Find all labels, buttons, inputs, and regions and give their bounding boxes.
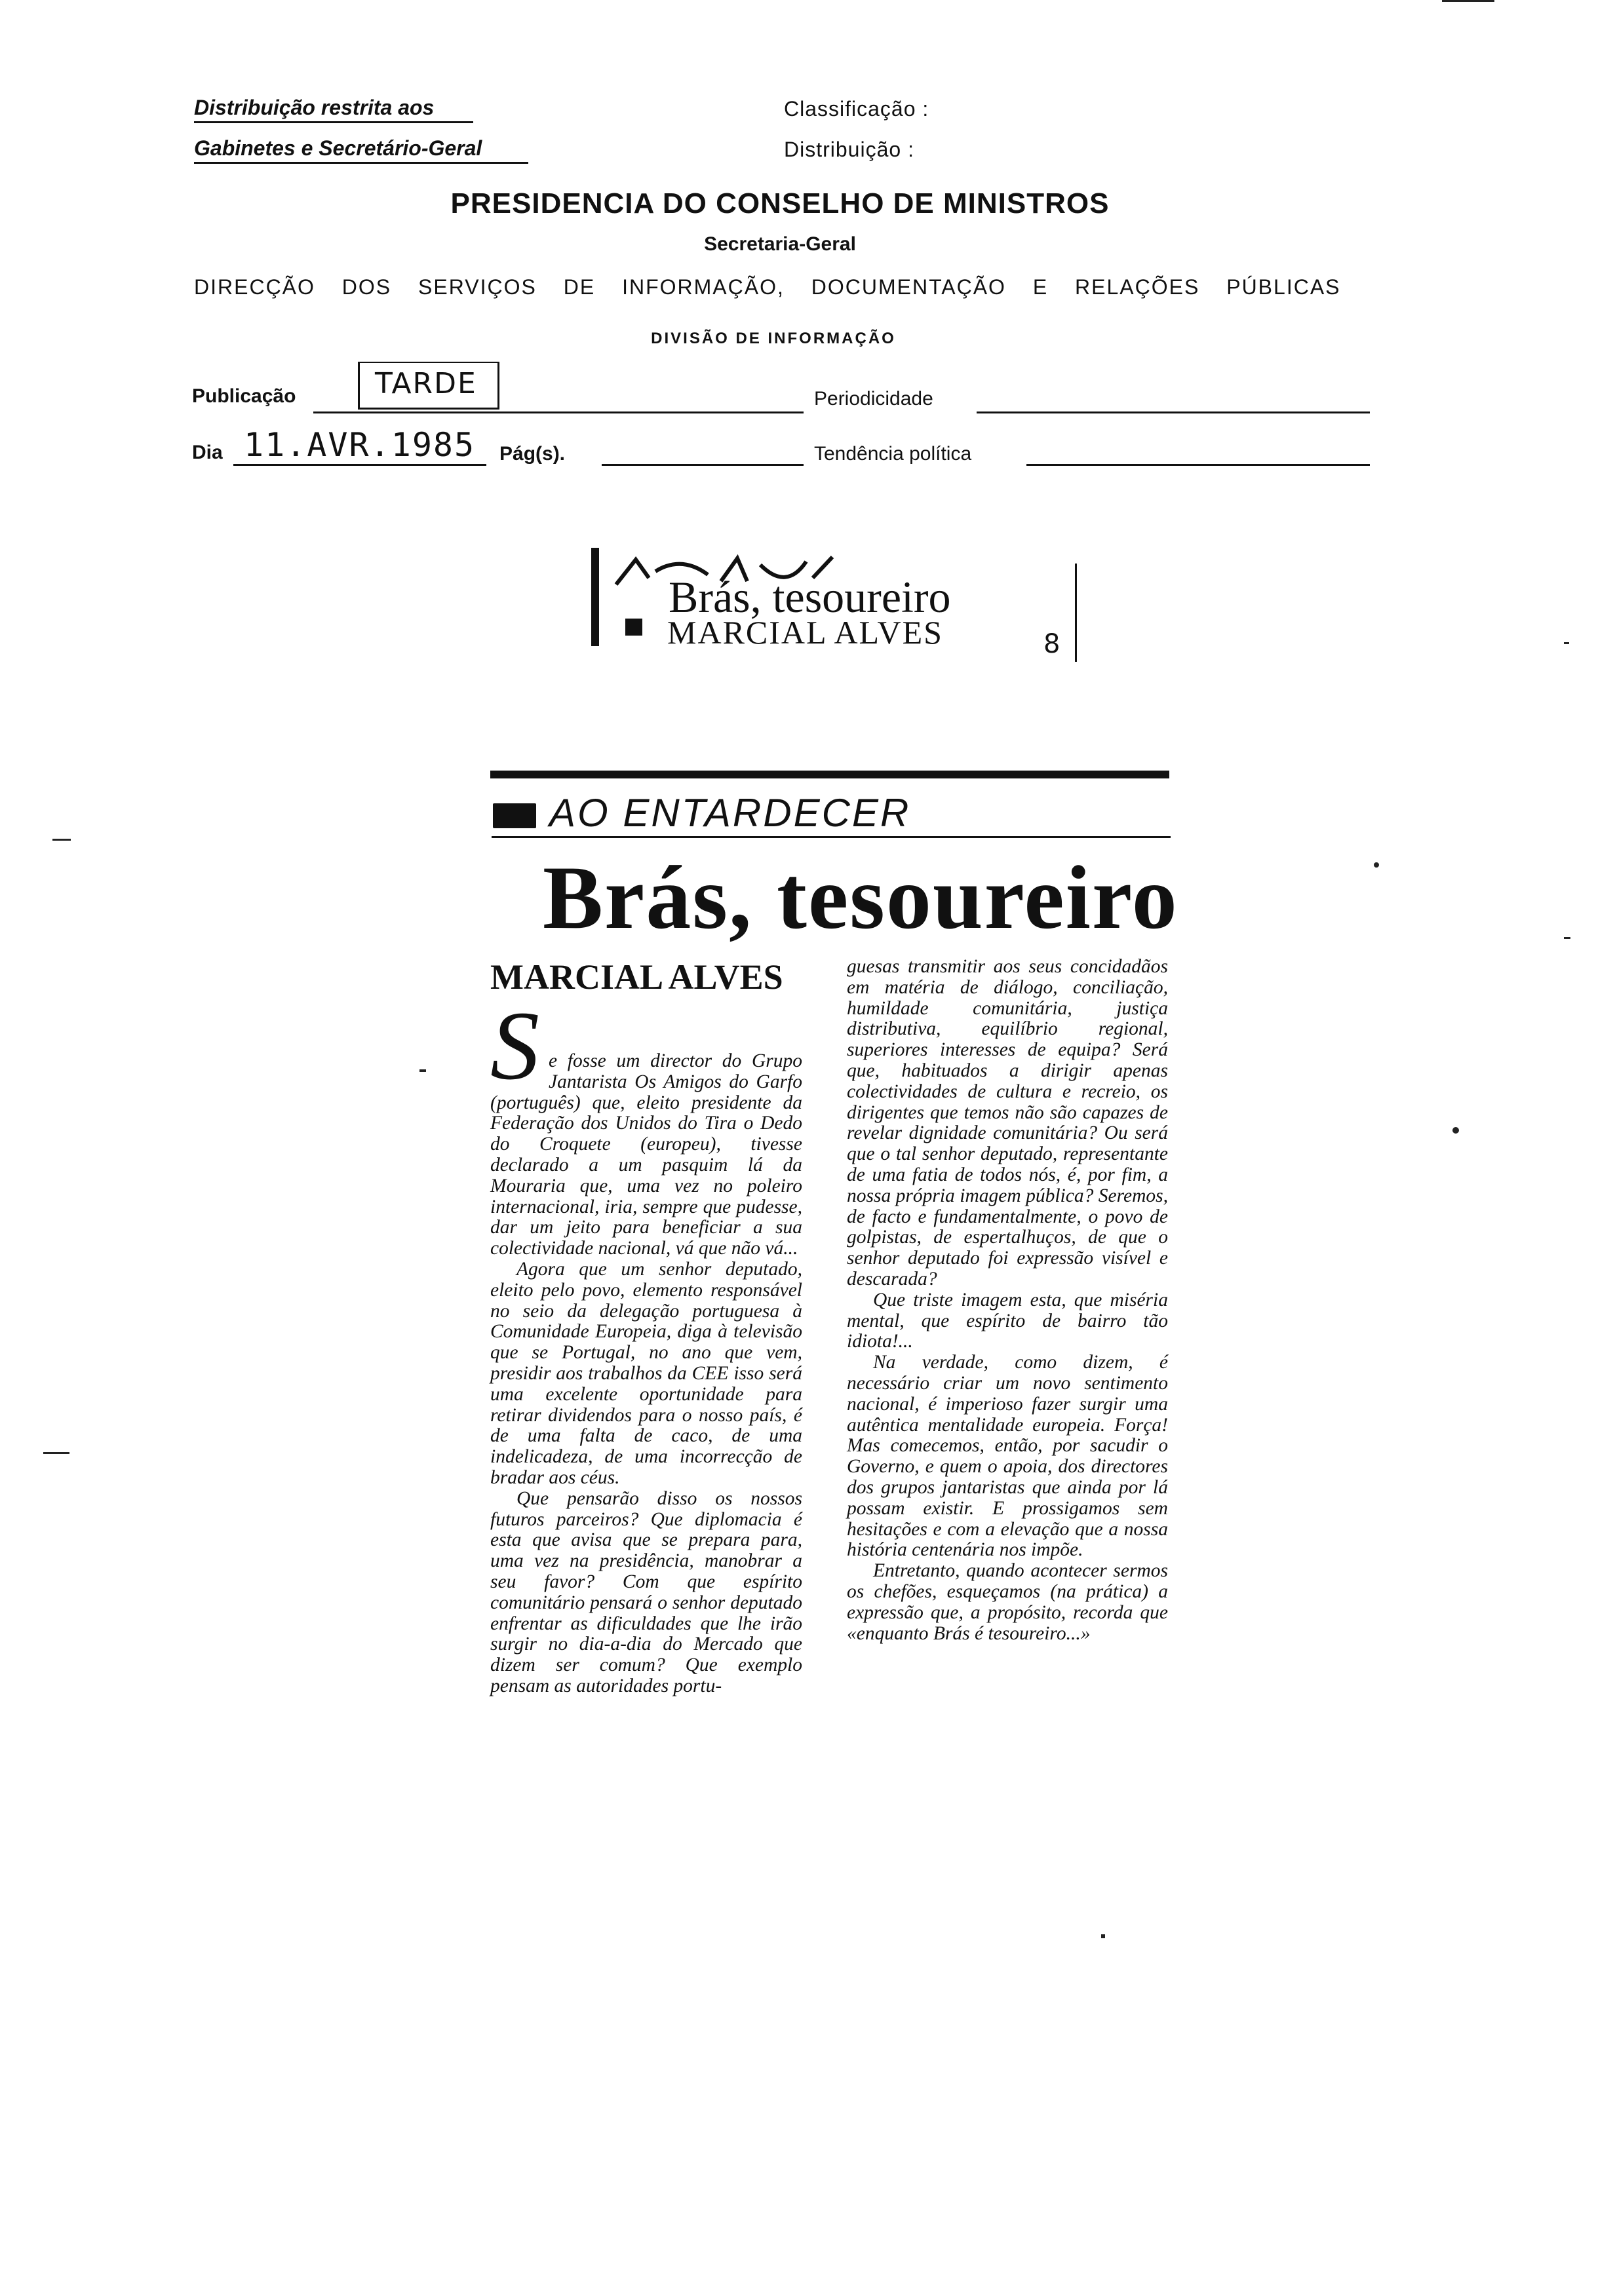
- article-column-2: [847, 957, 1168, 1644]
- column2-paragraph-3: Na verdade, como dizem, é necessário criar um novo sentimento nacional, é imperioso fazer surgir uma autêntica mentalidade europeia. Força! Mas comecemos, então, por sacudir o Governo, e quem o apoia, dos directores dos grupos jantaristas que ainda por lá possam existir. E prossigamos sem hesitações e com a elevação que a nossa história centenária nos impõe.: [847, 1352, 1168, 1561]
- pages-line: [602, 464, 804, 466]
- org-division: DIVISÃO DE INFORMAÇÃO: [651, 330, 896, 347]
- column2-paragraph-1: guesas transmitir aos seus concidadãos em matéria de diálogo, conciliação, humildade comunitária, justiça distributiva, equilíbrio regional, superiores interesses de equipa? Será que, habituados a dirigir apenas colectividades de cultura e recreio, os dirigentes que temos não são capazes de revelar dignidade comunitária? Ou será que o tal senhor deputado, representante de uma fatia de todos nós, é, por fim, a nossa própria imagem pública? Seremos, de facto e fundamentalmente, o povo de golpistas, de espertalhuços, de que o senhor deputado foi expressão visível e descarada?: [847, 956, 1168, 1290]
- article-top-rule: [490, 771, 1169, 778]
- scan-mark: [1374, 862, 1379, 868]
- scan-mark: [419, 1069, 426, 1072]
- publication-stamp-text: TARDE: [375, 367, 477, 400]
- day-stamp-text: 11.AVR.1985: [244, 426, 476, 464]
- scan-mark: [1564, 937, 1570, 939]
- column1-paragraph-3: Que pensarão disso os nossos futuros parceiros? Que diplomacia é esta que avisa que se prepara para, uma vez na presidência, manobrar a seu favor? Com que espírito comunitário pensará o senhor deputado enfrentar as dificuldades que lhe irão surgir no dia-a-dia do Mercado que dizem ser comum? Que exemplo pensam as autoridades portu-: [490, 1487, 802, 1696]
- column1-paragraph-1: e fosse um director do Grupo Jantarista Os Amigos do Garfo (português) que, eleito presidente da Federação dos Unidos do Tira o Dedo do Croquete (europeu), tivesse declarado a um pasquim lá da Mouraria que, uma vez no poleiro internacional, iria, sempre que pudesse, dar um jeito para beneficiar a sua colectividade nacional, vá que não vá...: [490, 1050, 802, 1259]
- scan-mark: [1442, 0, 1494, 2]
- scan-mark: [43, 1452, 69, 1454]
- political-tendency-label: Tendência política: [814, 443, 972, 465]
- dropcap-letter: S: [490, 991, 539, 1100]
- section-label: AO ENTARDECER: [549, 791, 911, 835]
- restricted-distribution-line2: Gabinetes e Secretário-Geral: [194, 136, 528, 164]
- column2-paragraph-2: Que triste imagem esta, que miséria mental, que espírito de bairro tão idiota!...: [847, 1289, 1168, 1352]
- political-tendency-line: [1026, 464, 1370, 466]
- publication-line: [313, 411, 804, 413]
- clip-page-number: 8: [1043, 629, 1060, 659]
- column1-paragraph-2: Agora que um senhor deputado, eleito pelo povo, elemento responsável no seio da delegação portuguesa à Comunidade Europeia, diga à televisão que se Portugal, no ano que vem, presidir aos trabalhos da CEE isso será uma excelente oportunidade para retirar dividendos para o nosso país, é de uma falta de caco, de uma indelicadeza, de uma incorrecção de bradar aos céus.: [490, 1258, 802, 1488]
- scan-mark: [1452, 1127, 1459, 1134]
- periodicity-line: [977, 411, 1370, 413]
- periodicity-label: Periodicidade: [814, 388, 933, 410]
- org-title: PRESIDENCIA DO CONSELHO DE MINISTROS: [450, 187, 1110, 220]
- section-rule: [492, 836, 1171, 838]
- pages-label: Pág(s).: [499, 443, 566, 465]
- scan-mark: [1101, 1934, 1105, 1938]
- clip-author: MARCIAL ALVES: [667, 614, 943, 651]
- clip-right-rule: [1075, 564, 1077, 662]
- org-subtitle: Secretaria-Geral: [704, 233, 856, 255]
- day-line: [233, 464, 486, 466]
- article-headline: Brás, tesoureiro: [543, 847, 1178, 947]
- scan-mark: [1564, 642, 1569, 644]
- restricted-distribution-line1: Distribuição restrita aos: [194, 96, 473, 123]
- day-label: Dia: [192, 442, 223, 463]
- section-icon: [493, 803, 536, 828]
- distribution-label: Distribuição :: [784, 138, 914, 161]
- column2-paragraph-4: Entretanto, quando acontecer sermos os chefões, esqueçamos (na prática) a expressão que, a propósito, recorda que «enquanto Brás é tesoureiro...»: [847, 1560, 1168, 1644]
- clip-marker-bar: [591, 548, 599, 646]
- clip-bullet-square: [625, 619, 642, 636]
- clip-scribble: [610, 552, 885, 598]
- org-direction: DIRECÇÃO DOS SERVIÇOS DE INFORMAÇÃO, DOCUMENTAÇÃO E RELAÇÕES PÚBLICAS: [194, 275, 1341, 299]
- scan-mark: [52, 839, 71, 841]
- article-column-1: [490, 991, 802, 1697]
- classification-label: Classificação :: [784, 97, 929, 121]
- article-author: MARCIAL ALVES: [490, 957, 783, 997]
- publication-label: Publicação: [192, 385, 296, 407]
- clip-title: Brás, tesoureiro: [669, 572, 951, 622]
